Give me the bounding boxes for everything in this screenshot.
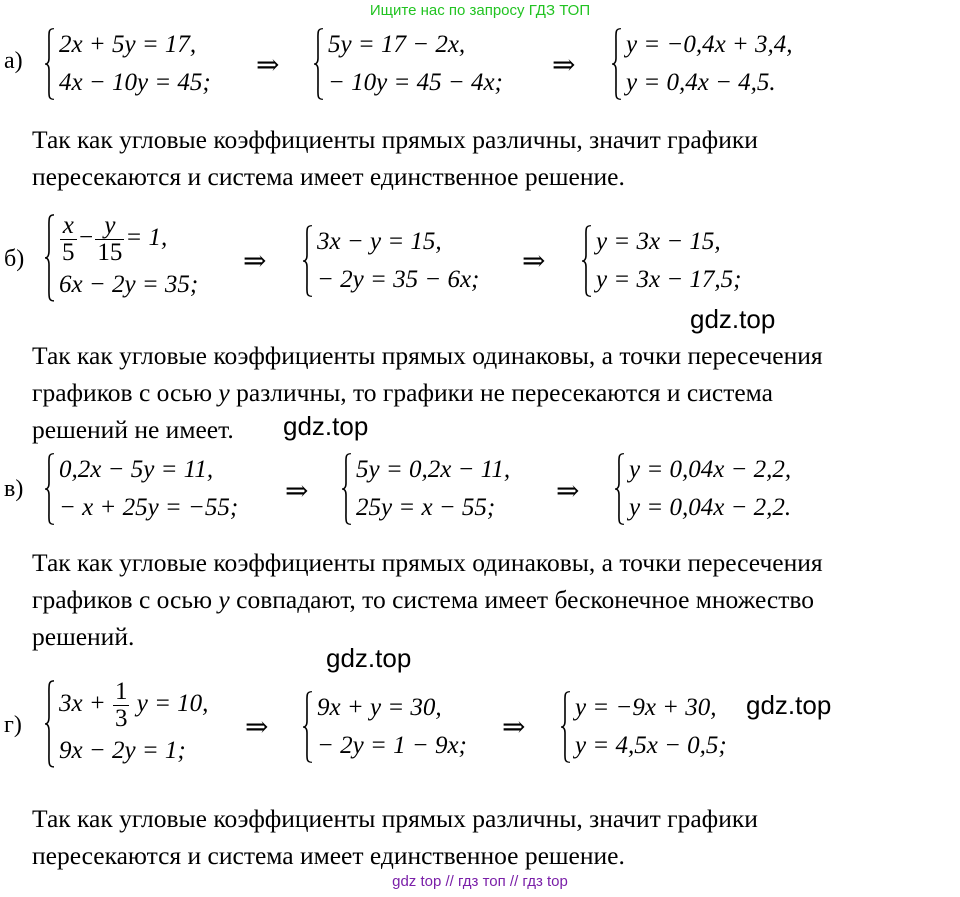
text-line: решений. bbox=[32, 622, 135, 651]
brace-icon bbox=[313, 28, 324, 100]
implies-arrow: ⇒ bbox=[552, 50, 576, 81]
equation: y = 4,5x − 0,5; bbox=[575, 732, 727, 759]
fraction: $\frac{y}{15}$ bbox=[97, 211, 123, 266]
watermark-text: gdz.top bbox=[326, 643, 412, 673]
part-g-label: г) bbox=[4, 712, 22, 738]
footer-links[interactable]: gdz top // гдз топ // гдз top bbox=[392, 873, 568, 890]
equation: 3x + $\frac{1}{3}$ y = 10, bbox=[59, 677, 209, 732]
equation: $\frac{x}{5}$ − $\frac{y}{15}$ = 1, bbox=[62, 211, 168, 266]
watermark-text: gdz.top bbox=[283, 411, 369, 441]
equation: 5y = 0,2x − 11, bbox=[356, 456, 511, 483]
part-v-system-1 bbox=[44, 451, 238, 527]
equation: y = 3x − 15, bbox=[596, 228, 721, 255]
part-a-explanation bbox=[32, 121, 758, 195]
watermark-text: gdz.top bbox=[746, 690, 832, 720]
part-b-explanation bbox=[32, 337, 823, 448]
text-line: Так как угловые коэффициенты прямых различны, значит графики bbox=[32, 125, 758, 154]
brace-icon bbox=[560, 691, 571, 763]
text-line: решений не имеет. bbox=[32, 415, 234, 444]
equation: 4x − 10y = 45; bbox=[59, 69, 211, 96]
fraction: $\frac{1}{3}$ bbox=[114, 677, 128, 732]
implies-arrow: ⇒ bbox=[256, 50, 280, 81]
part-a-system-1 bbox=[44, 26, 211, 102]
watermark-text: gdz.top bbox=[690, 304, 776, 334]
equation: 9x + y = 30, bbox=[317, 694, 442, 721]
brace-icon bbox=[581, 225, 592, 297]
part-a-label: а) bbox=[4, 48, 23, 74]
brace-icon bbox=[44, 453, 55, 525]
brace-icon bbox=[44, 214, 55, 302]
implies-arrow: ⇒ bbox=[502, 712, 526, 743]
text-line: пересекаются и система имеет единственное решение. bbox=[32, 841, 625, 870]
text-line: Так как угловые коэффициенты прямых одинаковы, а точки пересечения bbox=[32, 548, 823, 577]
part-g-explanation bbox=[32, 800, 758, 874]
text-line: пересекаются и система имеет единственное решение. bbox=[32, 162, 625, 191]
part-g-system-3 bbox=[560, 689, 727, 765]
part-b-system-1 bbox=[44, 212, 198, 304]
part-g-system-1 bbox=[44, 678, 208, 770]
part-g-system-2 bbox=[302, 689, 467, 765]
part-v-explanation bbox=[32, 544, 823, 655]
equation: y = −0,4x + 3,4, bbox=[626, 31, 793, 58]
equation: 6x − 2y = 35; bbox=[59, 270, 199, 298]
equation: y = −9x + 30, bbox=[575, 694, 717, 721]
part-v-label: в) bbox=[4, 476, 24, 502]
equation: 5y = 17 − 2x, bbox=[328, 31, 466, 58]
part-v-system-3 bbox=[614, 451, 791, 527]
equation: − x + 25y = −55; bbox=[59, 494, 239, 521]
part-v-system-2 bbox=[341, 451, 510, 527]
equation: − 2y = 35 − 6x; bbox=[317, 266, 480, 293]
equation: − 2y = 1 − 9x; bbox=[317, 732, 467, 759]
equation: y = 3x − 17,5; bbox=[596, 266, 742, 293]
search-banner[interactable]: Ищите нас по запросу ГДЗ ТОП bbox=[369, 2, 591, 19]
equation: 25y = x − 55; bbox=[356, 494, 496, 521]
brace-icon bbox=[302, 691, 313, 763]
brace-icon bbox=[611, 28, 622, 100]
implies-arrow: ⇒ bbox=[243, 246, 267, 277]
brace-icon bbox=[44, 28, 55, 100]
text-line: Так как угловые коэффициенты прямых одинаковы, а точки пересечения bbox=[32, 341, 823, 370]
equation: 2x + 5y = 17, bbox=[59, 31, 197, 58]
equation: y = 0,4x − 4,5. bbox=[626, 69, 776, 96]
brace-icon bbox=[302, 225, 313, 297]
equation: y = 0,04x − 2,2. bbox=[629, 494, 792, 521]
implies-arrow: ⇒ bbox=[245, 712, 269, 743]
implies-arrow: ⇒ bbox=[285, 476, 309, 507]
text-line: Так как угловые коэффициенты прямых различны, значит графики bbox=[32, 804, 758, 833]
part-a-system-3 bbox=[611, 26, 793, 102]
part-b-label: б) bbox=[4, 246, 25, 272]
brace-icon bbox=[614, 453, 625, 525]
implies-arrow: ⇒ bbox=[556, 476, 580, 507]
equation: y = 0,04x − 2,2, bbox=[629, 456, 792, 483]
part-b-system-2 bbox=[302, 223, 479, 299]
equation: − 10y = 45 − 4x; bbox=[328, 69, 503, 96]
implies-arrow: ⇒ bbox=[522, 246, 546, 277]
brace-icon bbox=[44, 680, 55, 768]
equation: 9x − 2y = 1; bbox=[59, 736, 186, 764]
equation: 0,2x − 5y = 11, bbox=[59, 456, 214, 483]
brace-icon bbox=[341, 453, 352, 525]
text-line: графиков с осью y различны, то графики не пересекаются и система bbox=[32, 378, 773, 407]
text-line: графиков с осью y совпадают, то система имеет бесконечное множество bbox=[32, 585, 814, 614]
equation: 3x − y = 15, bbox=[317, 228, 442, 255]
fraction: $\frac{x}{5}$ bbox=[62, 211, 75, 266]
part-a-system-2 bbox=[313, 26, 503, 102]
part-b-system-3 bbox=[581, 223, 742, 299]
